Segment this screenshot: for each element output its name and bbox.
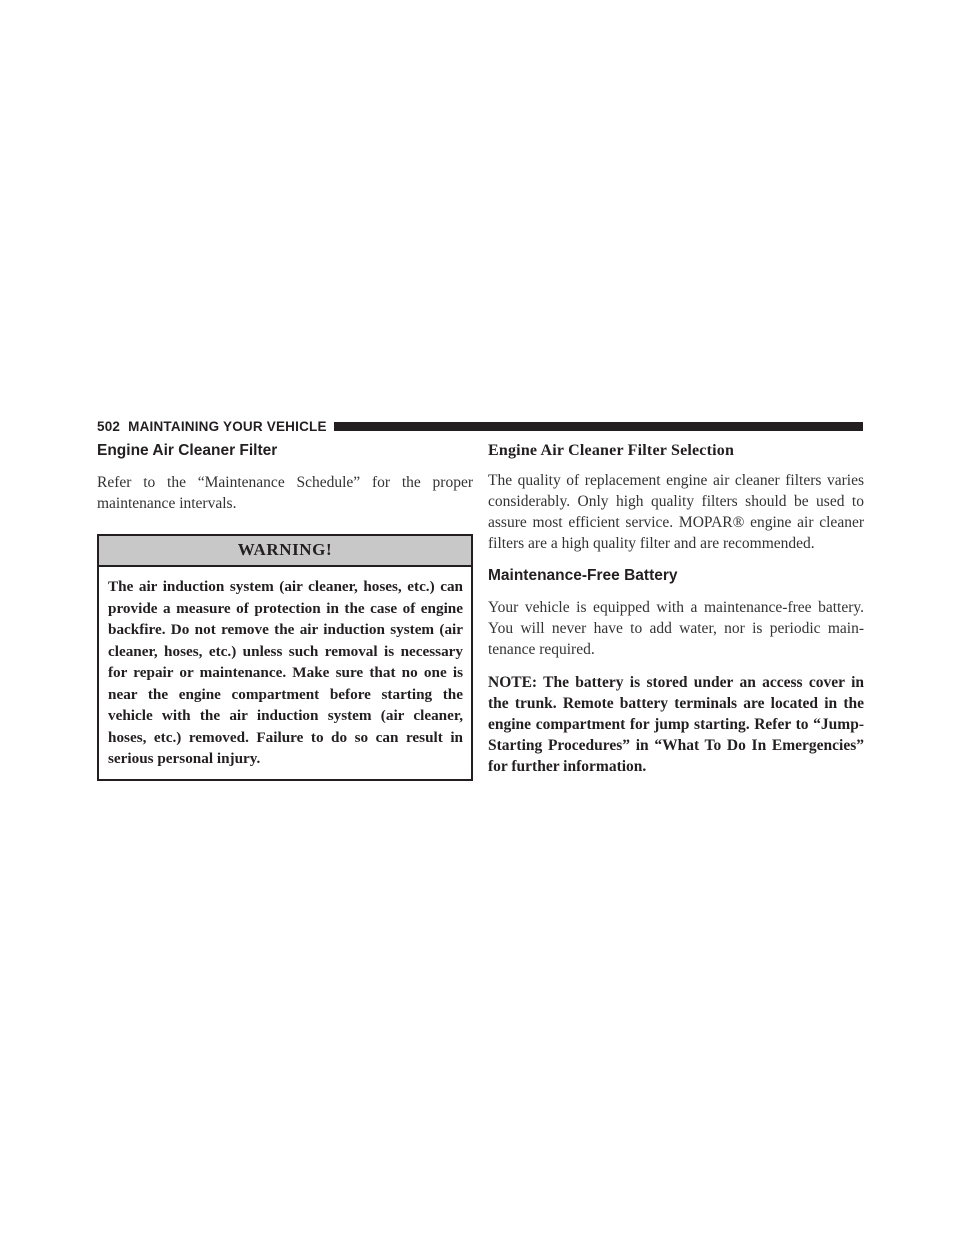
warning-box xyxy=(97,534,473,781)
battery-heading: Maintenance-Free Battery xyxy=(488,567,678,584)
header-rule xyxy=(334,422,863,431)
air-cleaner-heading: Engine Air Cleaner Filter xyxy=(97,442,278,459)
right-column xyxy=(488,441,864,777)
section-title: MAINTAINING YOUR VEHICLE xyxy=(128,418,327,434)
filter-selection-text: The quality of replacement engine air cleaner filters varies considerably. Only high quality filters should be used to assure most efficient service. MOPAR® engine air cleaner filters are a high quality filter and are recommended. xyxy=(488,472,864,552)
warning-title: WARNING! xyxy=(99,536,471,567)
left-column xyxy=(97,441,473,781)
page-header xyxy=(97,418,863,434)
warning-text: The air induction system (air cleaner, hoses, etc.) can provide a measure of protection in the case of engine backfire. Do not remove the air induction system (air cleaner, hoses, etc.) unless such removal is necessary for repair or maintenance. Make sure that no one is near the engine compartment before starting the vehicle with the air induction system (air cleaner, hoses, etc.) removed. Failure to do so can result in serious personal injury. xyxy=(108,578,463,767)
battery-note: NOTE: The battery is stored under an access cover in the trunk. Remote battery terminals are located in the engine compartment for jump starting. Refer to “Jump- Starting Procedures” in “What To Do In Emergencies” for further information. xyxy=(488,674,864,775)
battery-text: Your vehicle is equipped with a maintenance-free battery. You will never have to add water, nor is periodic main- tenance required. xyxy=(488,599,864,658)
filter-selection-heading: Engine Air Cleaner Filter Selection xyxy=(488,442,735,459)
page-number: 502 xyxy=(97,418,121,434)
air-cleaner-intro: Refer to the “Maintenance Schedule” for the proper maintenance intervals. xyxy=(97,474,473,512)
